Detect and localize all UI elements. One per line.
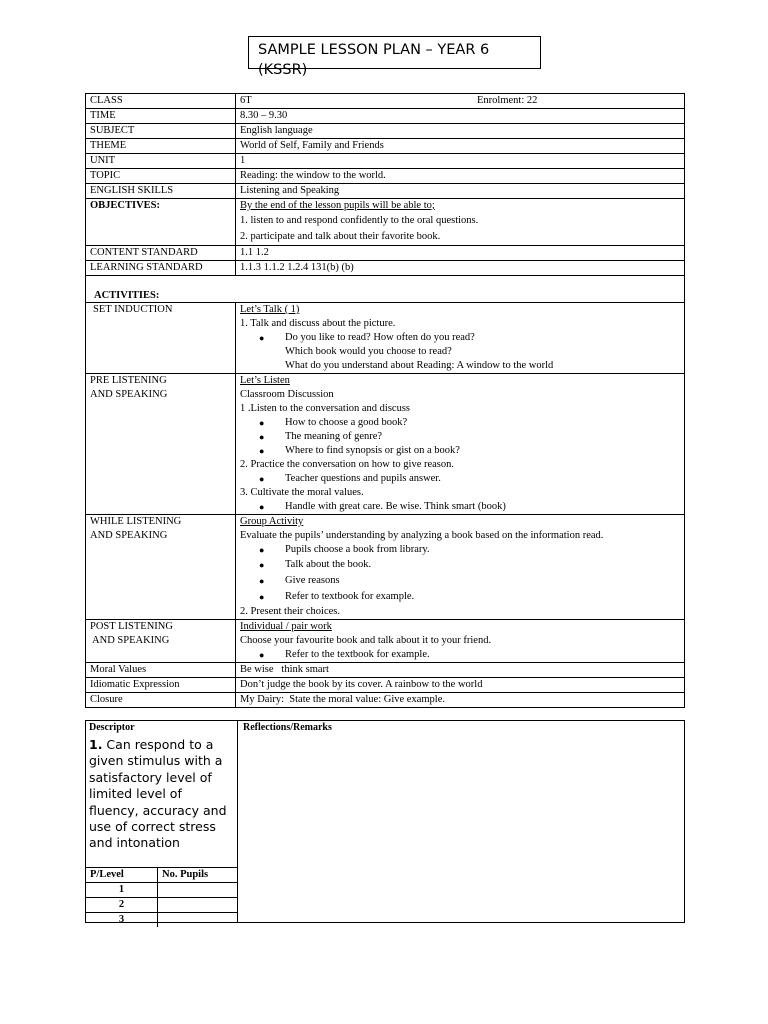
bullet-icon: ●: [259, 650, 265, 660]
list-subitem: Which book would you choose to read?: [285, 346, 452, 357]
closure-value: My Dairy: State the moral value: Give example.: [240, 694, 445, 705]
unit-label: UNIT: [86, 154, 236, 168]
post-listening-heading: Individual / pair work: [240, 621, 332, 632]
bullet-icon: ●: [259, 418, 265, 428]
closure-row: [85, 693, 685, 708]
list-item: ● Do you like to read? How often do you read?: [259, 332, 475, 343]
pre-listening-step: 2. Practice the conversation on how to give reason.: [240, 459, 455, 470]
descriptor-table: [85, 720, 685, 923]
closure-label: Closure: [86, 693, 236, 707]
pupils-cell: [158, 913, 237, 927]
idiomatic-row: [85, 678, 685, 693]
pre-listening-label: PRE LISTENING: [90, 375, 167, 386]
learning-standard-value: 1.1.3 1.1.2 1.2.4 131(b) (b): [240, 262, 354, 273]
while-listening-step: 2. Present their choices.: [240, 606, 341, 617]
moral-values-row: [85, 663, 685, 678]
bullet-icon: ●: [259, 592, 265, 602]
list-item: ● Give reasons: [240, 573, 680, 589]
list-item: ● Handle with great care. Be wise. Think smart (book): [259, 501, 506, 512]
set-induction-heading: Let’s Talk ( 1): [240, 304, 300, 315]
topic-label: TOPIC: [86, 169, 236, 183]
list-item: ● Pupils choose a book from library.: [259, 544, 430, 555]
theme-label: THEME: [86, 139, 236, 153]
theme-value: World of Self, Family and Friends: [240, 140, 384, 151]
lesson-plan-table: [85, 93, 685, 708]
list-item: ● The meaning of genre?: [259, 431, 383, 442]
page-title: SAMPLE LESSON PLAN – YEAR 6 (KSSR): [248, 36, 541, 69]
objectives-intro: By the end of the lesson pupils will be able to;: [240, 200, 435, 211]
pre-listening-label: AND SPEAKING: [90, 389, 168, 400]
list-item: ● How to choose a good book?: [259, 417, 408, 428]
objectives-row: [85, 199, 685, 246]
reflections-header: Reflections/Remarks: [243, 722, 332, 733]
moral-values-value: Be wise think smart: [240, 664, 329, 675]
class-row: [85, 93, 685, 109]
topic-value: Reading: the window to the world.: [240, 170, 386, 181]
descriptor-header: Descriptor: [89, 722, 135, 733]
while-listening-label: WHILE LISTENING: [90, 516, 182, 527]
level-cell: 3: [86, 913, 158, 927]
list-item: ● Refer to textbook for example.: [240, 589, 680, 605]
idiomatic-label: Idiomatic Expression: [86, 678, 236, 692]
while-listening-row: [85, 515, 685, 620]
list-item: ● Refer to the textbook for example.: [259, 649, 430, 660]
content-standard-value: 1.1 1.2: [240, 247, 269, 258]
objective-item: 1. listen to and respond confidently to the oral questions.: [240, 215, 479, 226]
time-label: TIME: [86, 109, 236, 123]
pre-listening-heading: Let’s Listen: [240, 375, 290, 386]
learning-standard-label: LEARNING STANDARD: [86, 261, 236, 275]
subject-label: SUBJECT: [86, 124, 236, 138]
learning-standard-row: [85, 261, 685, 276]
pre-listening-step: 3. Cultivate the moral values.: [240, 487, 364, 498]
bullet-icon: ●: [259, 432, 265, 442]
activities-label: ACTIVITIES:: [94, 290, 160, 301]
time-row: [85, 109, 685, 124]
content-standard-row: [85, 246, 685, 261]
pupils-header: No. Pupils: [162, 869, 209, 880]
pre-listening-step: 1 .Listen to the conversation and discuss: [240, 403, 411, 414]
theme-row: [85, 139, 685, 154]
bullet-icon: ●: [259, 576, 265, 586]
while-listening-heading: Group Activity: [240, 516, 304, 527]
post-listening-label: POST LISTENING: [90, 621, 173, 632]
skills-value: Listening and Speaking: [240, 185, 340, 196]
list-item: ● Talk about the book.: [240, 557, 680, 573]
descriptor-body: Can respond to a given stimulus with a satisfactory level of limited level of fluency, accuracy and use of correct stress and intonation: [89, 737, 227, 851]
pupils-cell: [158, 898, 237, 912]
activities-row: [85, 276, 685, 303]
set-induction-step: 1. Talk and discuss about the picture.: [240, 318, 396, 329]
level-cell: 2: [86, 898, 158, 912]
pupils-cell: [158, 883, 237, 897]
while-listening-label: AND SPEAKING: [90, 530, 168, 541]
class-label: CLASS: [86, 94, 236, 108]
objective-item: 2. participate and talk about their favorite book.: [240, 231, 441, 242]
enrolment-value: Enrolment: 22: [477, 95, 538, 106]
subject-row: [85, 124, 685, 139]
content-standard-label: CONTENT STANDARD: [86, 246, 236, 260]
skills-row: [85, 184, 685, 199]
bullet-icon: ●: [259, 502, 265, 512]
bullet-icon: ●: [259, 333, 265, 343]
unit-row: [85, 154, 685, 169]
bullet-icon: ●: [259, 560, 265, 570]
moral-values-label: Moral Values: [86, 663, 236, 677]
level-cell: 1: [86, 883, 158, 897]
pupil-level-table: [86, 867, 237, 927]
skills-label: ENGLISH SKILLS: [86, 184, 236, 198]
descriptor-text: [86, 737, 237, 852]
bullet-icon: ●: [259, 545, 265, 555]
set-induction-label: SET INDUCTION: [93, 304, 173, 315]
subject-value: English language: [240, 125, 313, 136]
class-value: 6T: [240, 95, 252, 106]
post-listening-description: Choose your favourite book and talk about it to your friend.: [240, 635, 492, 646]
unit-value: 1: [240, 155, 246, 166]
while-listening-description: Evaluate the pupils’ understanding by analyzing a book based on the information read.: [240, 530, 604, 541]
list-item: ● Teacher questions and pupils answer.: [259, 473, 441, 484]
list-item: ● Where to find synopsis or gist on a book?: [259, 445, 460, 456]
descriptor-number: 1.: [89, 737, 103, 752]
level-header: P/Level: [86, 868, 158, 882]
list-subitem: What do you understand about Reading: A window to the world: [285, 360, 554, 371]
bullet-icon: ●: [259, 474, 265, 484]
objectives-label: OBJECTIVES:: [90, 200, 161, 211]
post-listening-label: AND SPEAKING: [90, 635, 170, 646]
set-induction-row: [85, 303, 685, 374]
topic-row: [85, 169, 685, 184]
idiomatic-value: Don’t judge the book by its cover. A rainbow to the world: [240, 679, 483, 690]
post-listening-row: [85, 620, 685, 663]
bullet-icon: ●: [259, 446, 265, 456]
pre-listening-row: [85, 374, 685, 515]
time-value: 8.30 – 9.30: [240, 110, 288, 121]
pre-listening-subheading: Classroom Discussion: [240, 389, 334, 400]
